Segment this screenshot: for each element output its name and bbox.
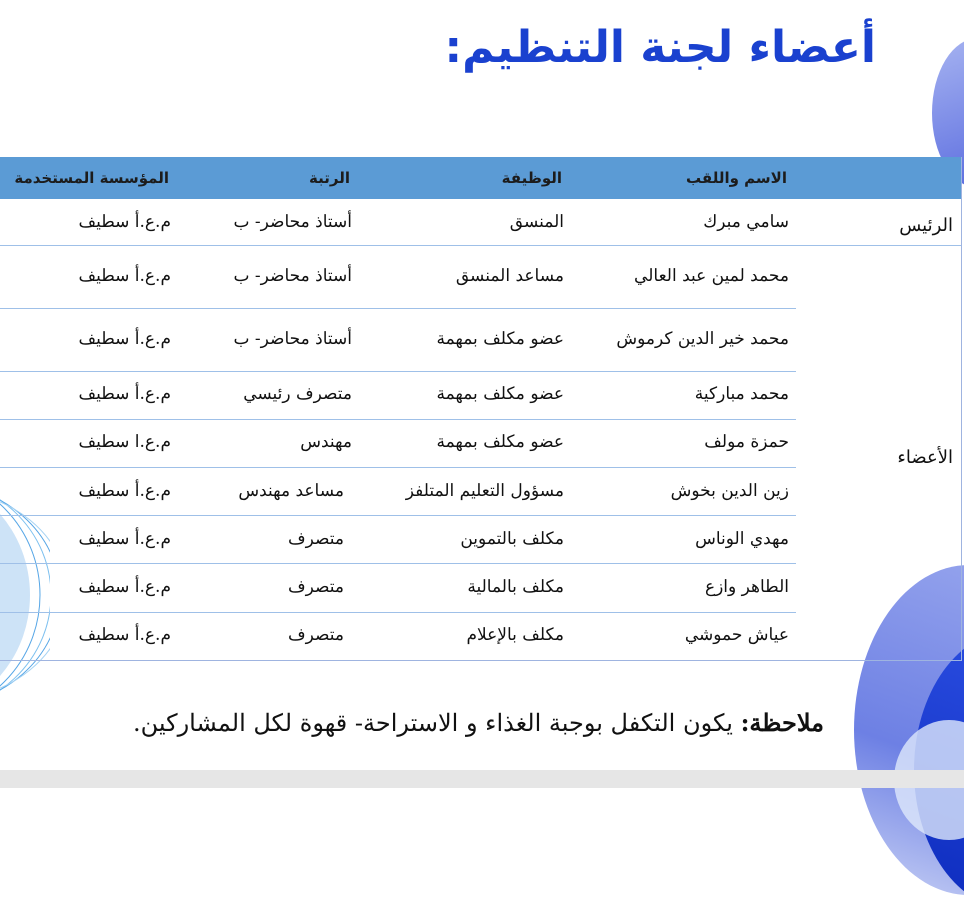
note xyxy=(133,708,824,737)
row-divider xyxy=(0,245,961,246)
cell-rank: مساعد مهندس xyxy=(238,481,344,501)
cell-job: عضو مكلف بمهمة xyxy=(436,432,564,452)
cell-institution: م.ع.ا سطيف xyxy=(78,432,171,452)
cell-institution: م.ع.أ سطيف xyxy=(78,625,171,645)
cell-name: عياش حموشي xyxy=(684,625,789,645)
row-divider xyxy=(0,419,796,420)
cell-name: محمد مباركية xyxy=(694,384,789,404)
cell-rank: متصرف رئيسي xyxy=(243,384,352,404)
cell-name: حمزة مولف xyxy=(704,432,789,452)
header-name: الاسم واللقب xyxy=(686,169,787,187)
cell-rank: أستاذ محاضر- ب xyxy=(233,329,352,349)
row-divider xyxy=(0,308,796,309)
cell-job: عضو مكلف بمهمة xyxy=(436,384,564,404)
role-members: الأعضاء xyxy=(897,447,953,468)
cell-institution: م.ع.أ سطيف xyxy=(78,529,171,549)
cell-name: محمد لمين عبد العالي xyxy=(634,266,789,286)
row-divider xyxy=(0,612,796,613)
note-label: ملاحظة: xyxy=(740,708,824,737)
row-divider xyxy=(0,371,796,372)
header-job: الوظيفة xyxy=(501,169,562,187)
cell-name: سامي مبرك xyxy=(703,212,789,232)
header-rank: الرتبة xyxy=(309,169,350,187)
header-institution: المؤسسة المستخدمة xyxy=(14,169,169,187)
cell-rank: أستاذ محاضر- ب xyxy=(233,266,352,286)
cell-institution: م.ع.أ سطيف xyxy=(78,481,171,501)
footer-bar xyxy=(0,770,964,788)
cell-job: عضو مكلف بمهمة xyxy=(436,329,564,349)
page-title: أعضاء لجنة التنظيم: xyxy=(444,22,876,73)
row-divider xyxy=(0,515,796,516)
table-header xyxy=(0,157,961,199)
cell-institution: م.ع.أ سطيف xyxy=(78,329,171,349)
cell-institution: م.ع.أ سطيف xyxy=(78,384,171,404)
cell-rank: متصرف xyxy=(288,529,344,549)
cell-rank: متصرف xyxy=(288,577,344,597)
cell-job: مساعد المنسق xyxy=(455,266,564,286)
row-divider xyxy=(0,563,796,564)
cell-institution: م.ع.أ سطيف xyxy=(78,212,171,232)
cell-job: مسؤول التعليم المتلفز xyxy=(405,481,564,501)
cell-rank: مهندس xyxy=(300,432,352,452)
cell-rank: أستاذ محاضر- ب xyxy=(233,212,352,232)
cell-institution: م.ع.أ سطيف xyxy=(78,266,171,286)
cell-rank: متصرف xyxy=(288,625,344,645)
role-president: الرئيس xyxy=(899,215,953,236)
cell-name: الطاهر وازع xyxy=(704,577,789,597)
cell-job: مكلف بالتموين xyxy=(460,529,564,549)
cell-name: محمد خير الدين كرموش xyxy=(616,329,789,349)
cell-job: مكلف بالإعلام xyxy=(466,625,564,645)
cell-name: مهدي الوناس xyxy=(695,529,789,549)
row-divider xyxy=(0,467,796,468)
cell-job: المنسق xyxy=(509,212,564,232)
organizing-committee-table xyxy=(0,157,962,661)
cell-institution: م.ع.أ سطيف xyxy=(78,577,171,597)
note-text: يكون التكفل بوجبة الغذاء و الاستراحة- قهوة لكل المشاركين. xyxy=(133,709,741,737)
cell-name: زين الدين بخوش xyxy=(670,481,789,501)
cell-job: مكلف بالمالية xyxy=(467,577,564,597)
